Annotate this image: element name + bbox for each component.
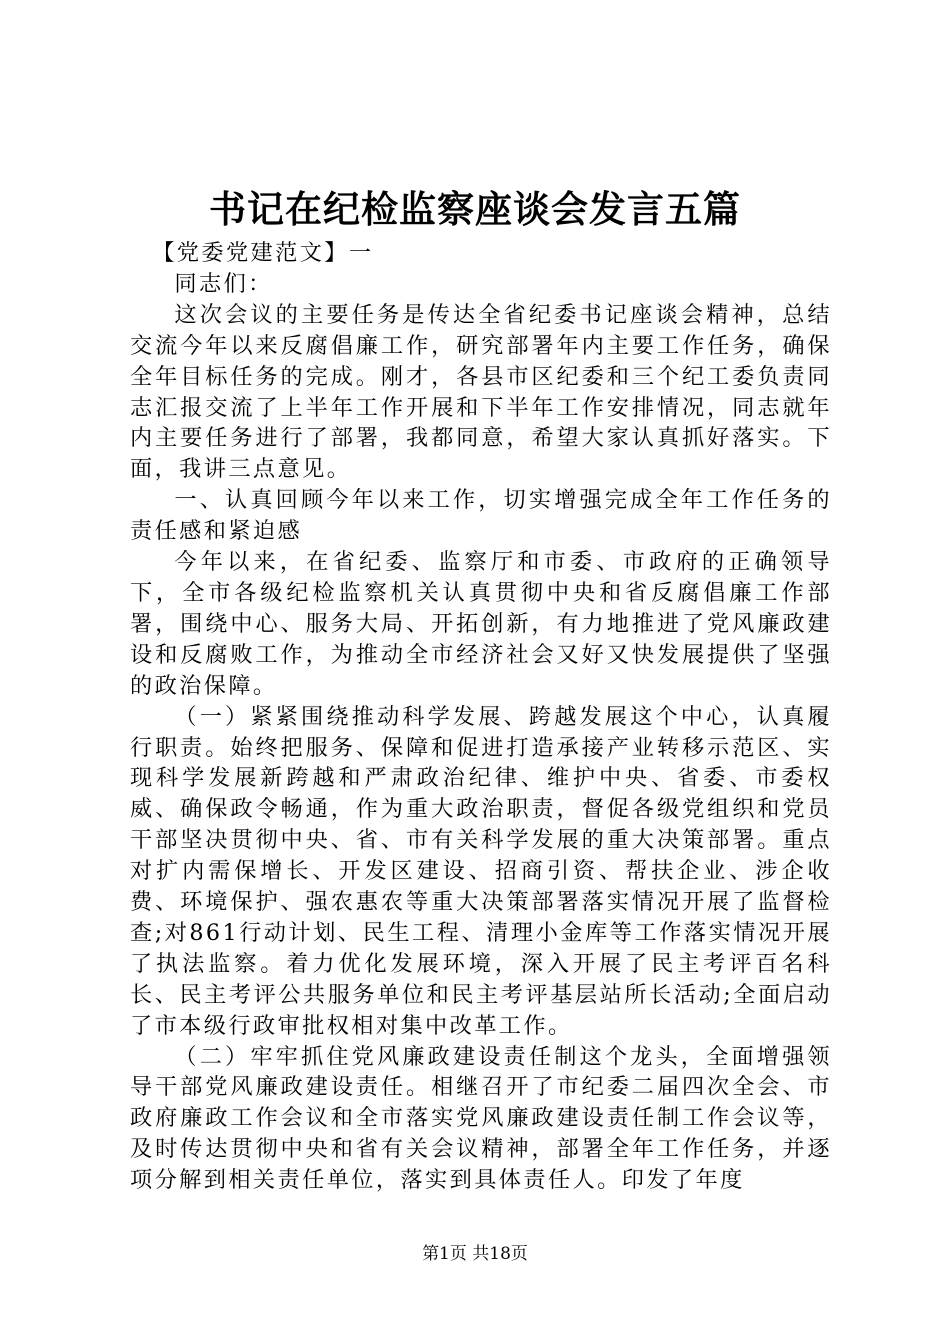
- section-heading-1: 一、认真回顾今年以来工作，切实增强完成全年工作任务的责任感和紧迫感: [130, 487, 832, 545]
- paragraph-point-1: （一）紧紧围绕推动科学发展、跨越发展这个中心，认真履行职责。始终把服务、保障和促进打造承接产业转移示范区、实现科学发展新跨越和严肃政治纪律、维护中央、省委、市委权威、确保政令畅通，作为重大政治职责，督促各级党组织和党员干部坚决贯彻中央、省、市有关科学发展的重大决策部署。重点对扩内需保增长、开发区建设、招商引资、帮扶企业、涉企收费、环境保护、强农惠农等重大决策部署落实情况开展了监督检查;对861行动计划、民生工程、清理小金库等工作落实情况开展了执法监察。着力优化发展环境，深入开展了民主考评百名科长、民主考评公共服务单位和民主考评基层站所长活动;全面启动了市本级行政审批权相对集中改革工作。: [130, 703, 832, 1039]
- paragraph-category: 【党委党建范文】一: [152, 240, 374, 266]
- paragraph-point-2: （二）牢牢抓住党风廉政建设责任制这个龙头，全面增强领导干部党风廉政建设责任。相继召开了市纪委二届四次全会、市政府廉政工作会议和全市落实党风廉政建设责任制工作会议等，及时传达贯彻中央和省有关会议精神，部署全年工作任务，并逐项分解到相关责任单位，落实到具体责任人。印发了年度: [130, 1043, 832, 1194]
- document-body: [130, 238, 832, 1196]
- page-footer: 第1页 共18页: [422, 1244, 528, 1264]
- paragraph-salutation: 同志们：: [174, 270, 273, 297]
- document-title: 书记在纪检监察座谈会发言五篇: [209, 187, 741, 231]
- paragraph-review: 今年以来，在省纪委、监察厅和市委、市政府的正确领导下，全市各级纪检监察机关认真贯彻中央和省反腐倡廉工作部署，围绕中心、服务大局、开拓创新，有力地推进了党风廉政建设和反腐败工作，为推动全市经济社会又好又快发展提供了坚强的政治保障。: [130, 549, 832, 699]
- paragraph-intro: 这次会议的主要任务是传达全省纪委书记座谈会精神，总结交流今年以来反腐倡廉工作，研究部署年内主要工作任务，确保全年目标任务的完成。刚才，各县市区纪委和三个纪工委负责同志汇报交流了上半年工作开展和下半年工作安排情况，同志就年内主要任务进行了部署，我都同意，希望大家认真抓好落实。下面，我讲三点意见。: [130, 301, 832, 483]
